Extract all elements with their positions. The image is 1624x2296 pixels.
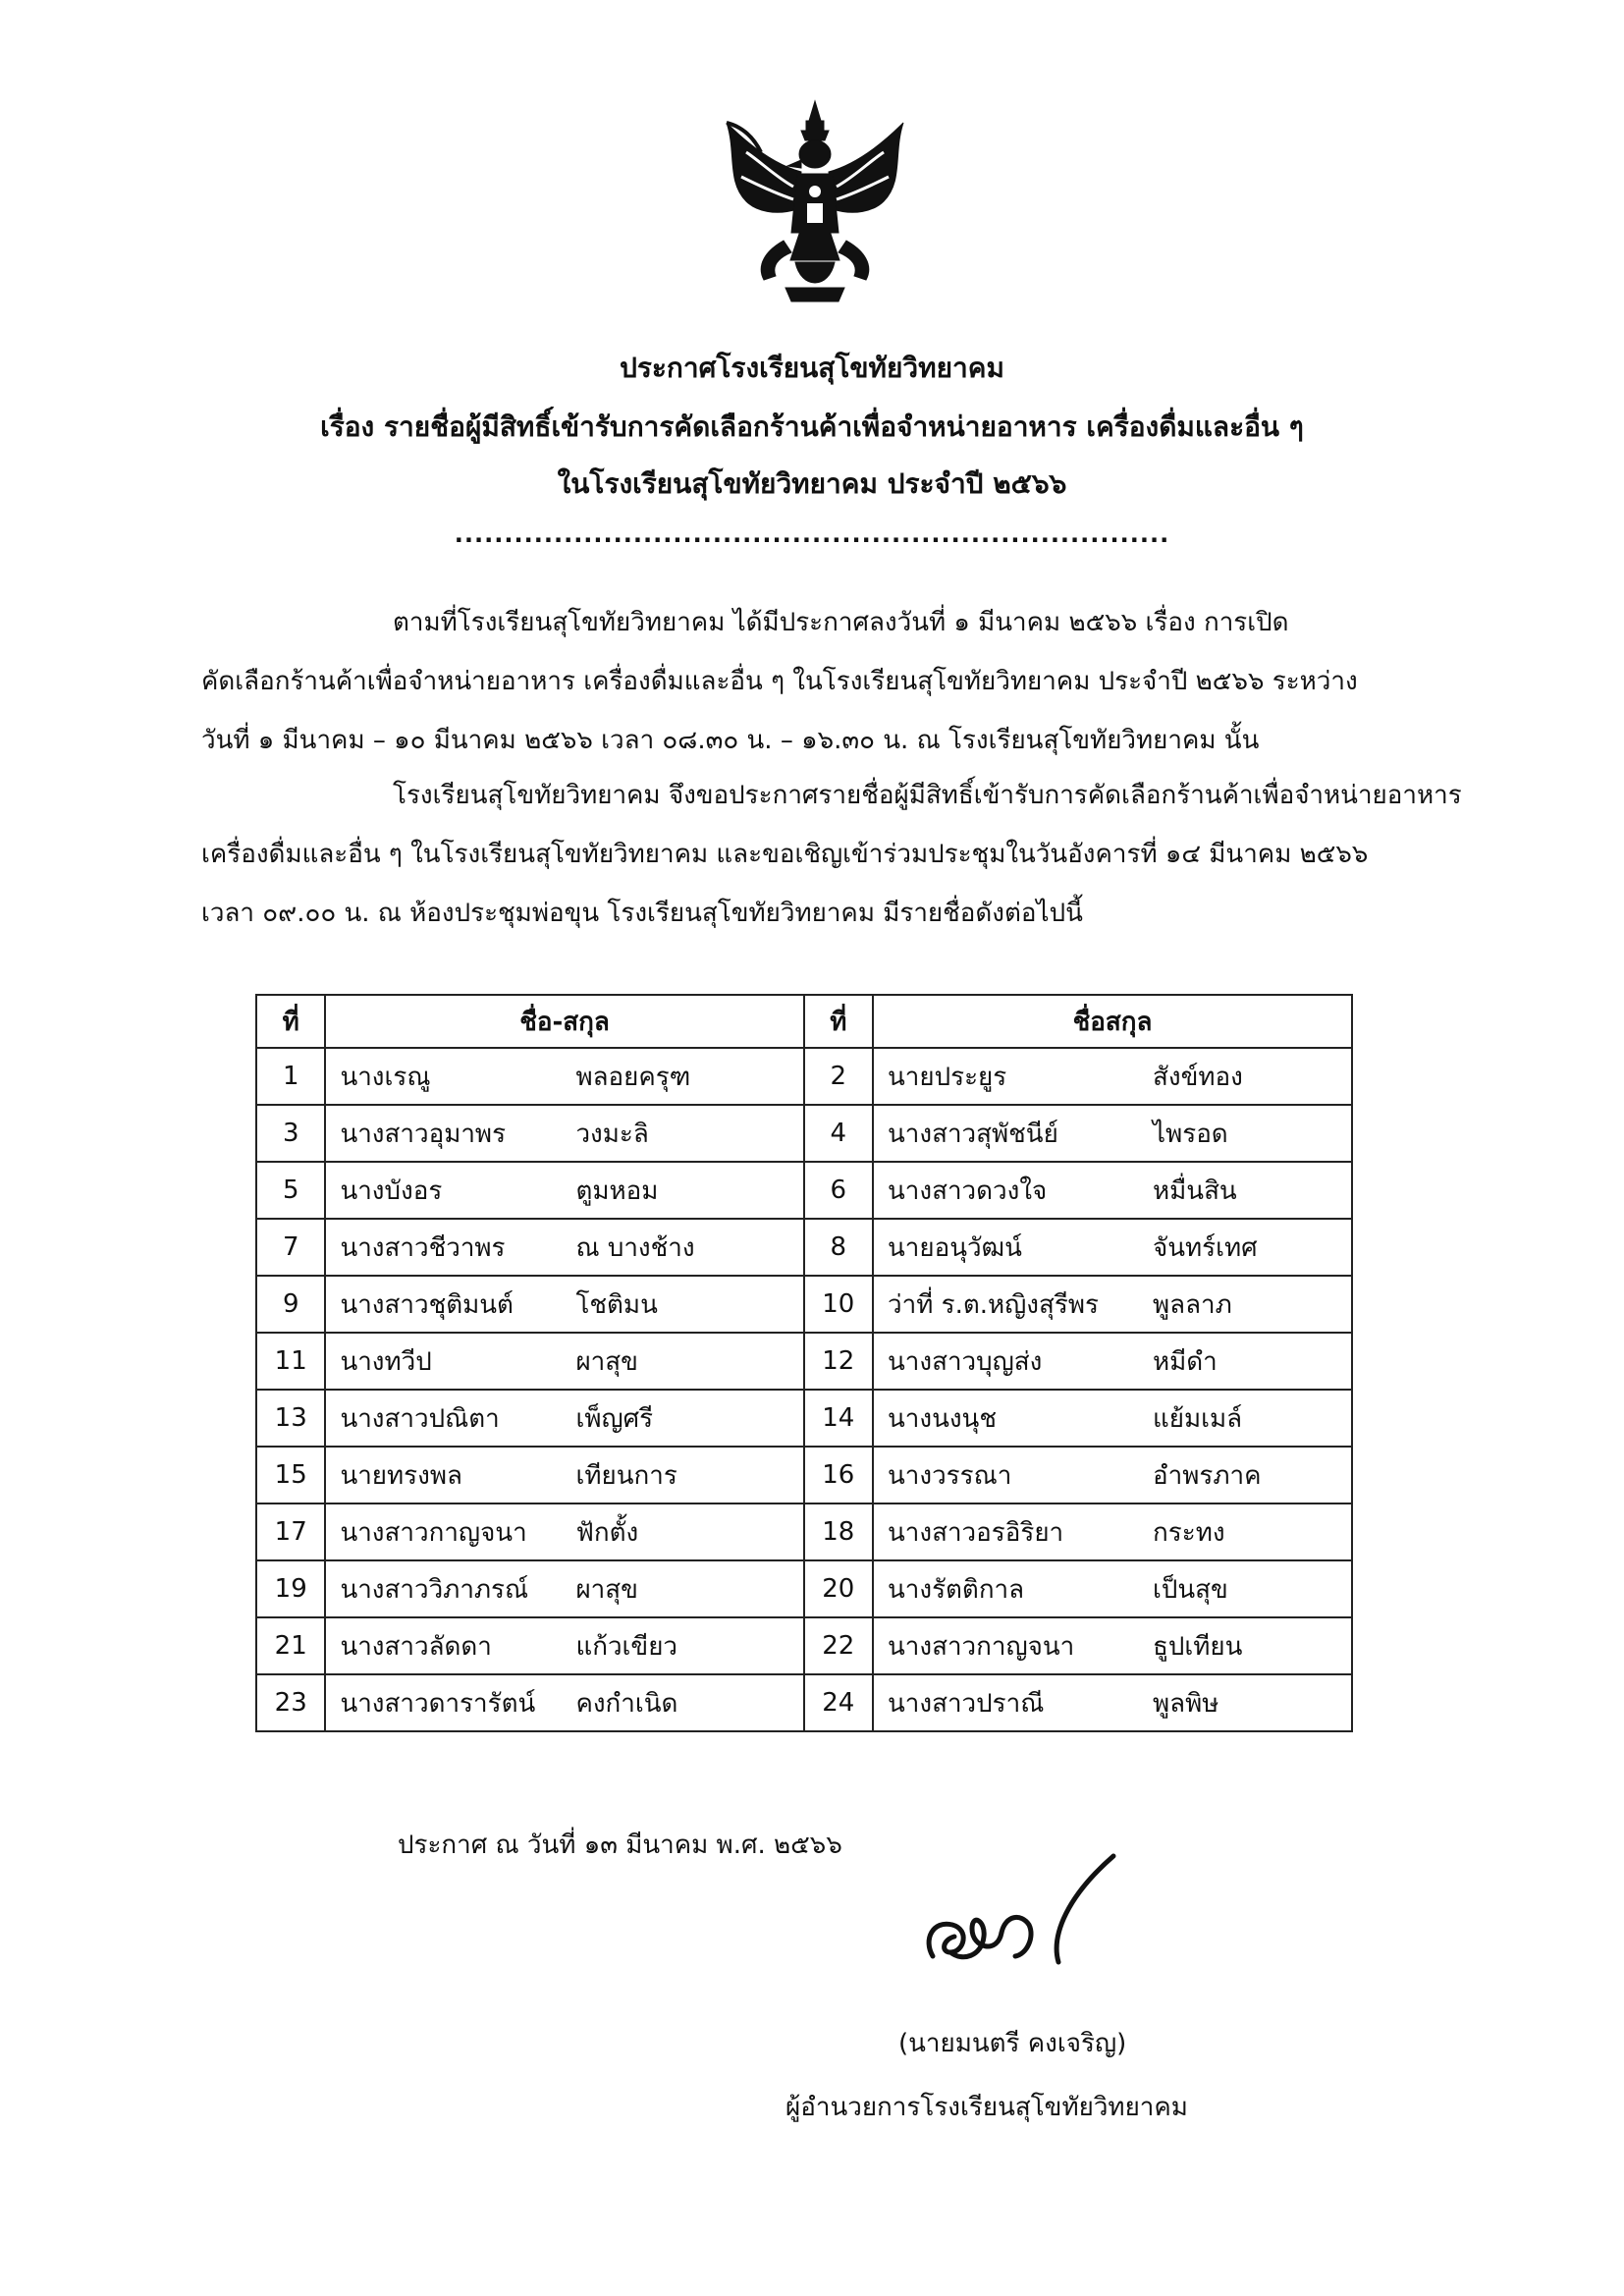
first-name: นางสาววิภาภรณ์ xyxy=(340,1574,529,1605)
table-body xyxy=(256,1048,1352,1731)
row-name-left xyxy=(325,1105,803,1162)
table-header-row xyxy=(256,995,1352,1048)
header-name-left: ชื่อ-สกุล xyxy=(325,995,803,1048)
last-name: เทียนการ xyxy=(575,1460,677,1491)
row-number-left: 1 xyxy=(256,1048,325,1105)
announcement-subject-line2: ในโรงเรียนสุโขทัยวิทยาคม ประจำปี ๒๕๖๖ xyxy=(557,467,1067,500)
last-name: ณ บางช้าง xyxy=(575,1232,695,1263)
full-name xyxy=(874,1512,1351,1553)
row-name-right xyxy=(873,1219,1352,1276)
last-name: พูลพิษ xyxy=(1153,1688,1219,1719)
full-name xyxy=(874,1683,1351,1723)
first-name: นางสาวอรอิริยา xyxy=(888,1517,1064,1548)
last-name: ผาสุข xyxy=(575,1574,638,1605)
full-name xyxy=(326,1057,802,1097)
paragraph-2 xyxy=(201,766,1462,943)
row-name-left xyxy=(325,1503,803,1560)
row-number-right: 20 xyxy=(804,1560,873,1617)
table-row xyxy=(256,1447,1352,1503)
table-row xyxy=(256,1162,1352,1219)
paragraph-1-line-3: วันที่ ๑ มีนาคม – ๑๐ มีนาคม ๒๕๖๖ เวลา ๐๘.๓๐ น. – ๑๖.๓๐ น. ณ โรงเรียนสุโขทัยวิทยาคม นั้น xyxy=(201,726,1260,755)
last-name: หมื่นสิน xyxy=(1153,1175,1237,1206)
table-row xyxy=(256,1390,1352,1447)
full-name xyxy=(874,1626,1351,1667)
last-name: เป็นสุข xyxy=(1153,1574,1228,1605)
row-name-left xyxy=(325,1219,803,1276)
first-name: นางสาวสุพัชนีย์ xyxy=(888,1119,1058,1149)
row-number-left: 5 xyxy=(256,1162,325,1219)
table-row xyxy=(256,1560,1352,1617)
paragraph-1-line-2: คัดเลือกร้านค้าเพื่อจำหน่ายอาหาร เครื่องดื่มและอื่น ๆ ในโรงเรียนสุโขทัยวิทยาคม ประจำปี ๒๕๖๖ ระหว่าง xyxy=(201,667,1358,696)
paragraph-2-line-3: เวลา ๐๙.๐๐ น. ณ ห้องประชุมพ่อขุน โรงเรียนสุโขทัยวิทยาคม มีรายชื่อดังต่อไปนี้ xyxy=(201,899,1083,928)
row-name-left xyxy=(325,1390,803,1447)
announcement-subject: เรื่อง รายชื่อผู้มีสิทธิ์เข้ารับการคัดเลือกร้านค้าเพื่อจำหน่ายอาหาร เครื่องดื่มและอื่น ๆ xyxy=(320,410,1304,443)
table-row xyxy=(256,1219,1352,1276)
row-number-right: 2 xyxy=(804,1048,873,1105)
full-name xyxy=(874,1171,1351,1211)
row-name-left xyxy=(325,1276,803,1333)
full-name xyxy=(326,1683,802,1723)
first-name: นางสาวกาญจนา xyxy=(340,1517,527,1548)
full-name xyxy=(326,1228,802,1268)
first-name: นางนงนุช xyxy=(888,1403,997,1434)
first-name: นางเรณู xyxy=(340,1062,431,1092)
eligible-vendors-table xyxy=(255,994,1353,1732)
row-name-left xyxy=(325,1162,803,1219)
first-name: นางบังอร xyxy=(340,1175,443,1206)
last-name: โชติมน xyxy=(575,1289,658,1320)
row-name-right xyxy=(873,1503,1352,1560)
row-name-left xyxy=(325,1447,803,1503)
last-name: จันทร์เทศ xyxy=(1153,1232,1258,1263)
row-name-left xyxy=(325,1617,803,1674)
full-name xyxy=(874,1228,1351,1268)
row-number-left: 19 xyxy=(256,1560,325,1617)
first-name: นางทวีป xyxy=(340,1346,432,1377)
full-name xyxy=(326,1341,802,1382)
row-number-left: 15 xyxy=(256,1447,325,1503)
full-name xyxy=(874,1341,1351,1382)
row-name-right xyxy=(873,1447,1352,1503)
last-name: แย้มเมล์ xyxy=(1153,1403,1243,1434)
full-name xyxy=(874,1285,1351,1325)
full-name xyxy=(874,1455,1351,1496)
full-name xyxy=(326,1455,802,1496)
full-name xyxy=(874,1114,1351,1154)
row-name-left xyxy=(325,1333,803,1390)
paragraph-2-line-2: เครื่องดื่มและอื่น ๆ ในโรงเรียนสุโขทัยวิทยาคม และขอเชิญเข้าร่วมประชุมในวันอังคารที่ ๑๔ มีนาคม ๒๕๖๖ xyxy=(201,840,1369,869)
full-name xyxy=(326,1512,802,1553)
row-number-left: 9 xyxy=(256,1276,325,1333)
first-name: นางสาวปณิตา xyxy=(340,1403,500,1434)
header-number-left: ที่ xyxy=(256,995,325,1048)
row-number-left: 13 xyxy=(256,1390,325,1447)
last-name: หมีดำ xyxy=(1153,1346,1218,1377)
row-name-right xyxy=(873,1276,1352,1333)
row-number-right: 14 xyxy=(804,1390,873,1447)
full-name xyxy=(326,1171,802,1211)
first-name: นายประยูร xyxy=(888,1062,1007,1092)
paragraph-2-line-1: โรงเรียนสุโขทัยวิทยาคม จึงขอประกาศรายชื่อผู้มีสิทธิ์เข้ารับการคัดเลือกร้านค้าเพื่อจำหน่ายอาหาร xyxy=(393,781,1462,810)
full-name xyxy=(874,1569,1351,1610)
last-name: พลอยครุฑ xyxy=(575,1062,691,1092)
table-row xyxy=(256,1503,1352,1560)
row-number-right: 12 xyxy=(804,1333,873,1390)
row-name-left xyxy=(325,1048,803,1105)
last-name: คงกำเนิด xyxy=(575,1688,678,1719)
paragraph-1 xyxy=(201,593,1448,770)
row-number-right: 24 xyxy=(804,1674,873,1731)
last-name: พูลลาภ xyxy=(1153,1289,1232,1320)
last-name: ฟักตั้ง xyxy=(575,1517,639,1548)
last-name: ผาสุข xyxy=(575,1346,638,1377)
last-name: อำพรภาค xyxy=(1153,1460,1262,1491)
last-name: ตูมหอม xyxy=(575,1175,659,1206)
row-number-left: 23 xyxy=(256,1674,325,1731)
row-name-right xyxy=(873,1390,1352,1447)
row-name-right xyxy=(873,1674,1352,1731)
first-name: นางวรรณา xyxy=(888,1460,1012,1491)
header-name-right: ชื่อสกุล xyxy=(873,995,1352,1048)
last-name: เพ็ญศรี xyxy=(575,1403,654,1434)
row-number-right: 4 xyxy=(804,1105,873,1162)
row-number-right: 18 xyxy=(804,1503,873,1560)
announcement-title: ประกาศโรงเรียนสุโขทัยวิทยาคม xyxy=(620,352,1004,384)
first-name: นางสาวชีวาพร xyxy=(340,1232,506,1263)
first-name: นางสาวอุมาพร xyxy=(340,1119,507,1149)
first-name: นางสาวดารารัตน์ xyxy=(340,1688,536,1719)
row-name-right xyxy=(873,1162,1352,1219)
row-number-left: 21 xyxy=(256,1617,325,1674)
first-name: นางสาวกาญจนา xyxy=(888,1631,1075,1662)
first-name: ว่าที่ ร.ต.หญิงสุรีพร xyxy=(888,1289,1099,1320)
full-name xyxy=(874,1398,1351,1439)
full-name xyxy=(874,1057,1351,1097)
announcement-date: ประกาศ ณ วันที่ ๑๓ มีนาคม พ.ศ. ๒๕๖๖ xyxy=(398,1831,842,1860)
signer-title: ผู้อำนวยการโรงเรียนสุโขทัยวิทยาคม xyxy=(785,2093,1188,2122)
last-name: ไพรอด xyxy=(1153,1119,1228,1149)
dotted-divider: ........................................................................ xyxy=(454,520,1170,548)
row-number-left: 11 xyxy=(256,1333,325,1390)
table-row xyxy=(256,1617,1352,1674)
last-name: สังข์ทอง xyxy=(1153,1062,1243,1092)
row-number-right: 6 xyxy=(804,1162,873,1219)
full-name xyxy=(326,1398,802,1439)
paragraph-1-line-1: ตามที่โรงเรียนสุโขทัยวิทยาคม ได้มีประกาศลงวันที่ ๑ มีนาคม ๒๕๖๖ เรื่อง การเปิด xyxy=(393,608,1289,637)
last-name: กระทง xyxy=(1153,1517,1225,1548)
first-name: นางสาวลัดดา xyxy=(340,1631,492,1662)
row-number-right: 16 xyxy=(804,1447,873,1503)
table-row xyxy=(256,1048,1352,1105)
last-name: วงมะลิ xyxy=(575,1119,649,1149)
row-number-left: 7 xyxy=(256,1219,325,1276)
row-name-right xyxy=(873,1560,1352,1617)
garuda-emblem-icon xyxy=(707,93,923,319)
row-number-right: 10 xyxy=(804,1276,873,1333)
row-name-right xyxy=(873,1617,1352,1674)
row-name-right xyxy=(873,1105,1352,1162)
row-number-left: 3 xyxy=(256,1105,325,1162)
first-name: นางรัตติกาล xyxy=(888,1574,1025,1605)
first-name: นายอนุวัฒน์ xyxy=(888,1232,1022,1263)
table-row xyxy=(256,1333,1352,1390)
row-number-left: 17 xyxy=(256,1503,325,1560)
full-name xyxy=(326,1569,802,1610)
table-row xyxy=(256,1105,1352,1162)
last-name: แก้วเขียว xyxy=(575,1631,678,1662)
table-row xyxy=(256,1674,1352,1731)
row-name-left xyxy=(325,1560,803,1617)
signature-icon xyxy=(903,1846,1159,1994)
first-name: นายทรงพล xyxy=(340,1460,462,1491)
signer-name: (นายมนตรี คงเจริญ) xyxy=(898,2029,1127,2058)
first-name: นางสาวดวงใจ xyxy=(888,1175,1048,1206)
first-name: นางสาวบุญส่ง xyxy=(888,1346,1043,1377)
full-name xyxy=(326,1114,802,1154)
row-name-right xyxy=(873,1048,1352,1105)
first-name: นางสาวปราณี xyxy=(888,1688,1045,1719)
row-name-right xyxy=(873,1333,1352,1390)
first-name: นางสาวชุติมนต์ xyxy=(340,1289,514,1320)
row-number-right: 8 xyxy=(804,1219,873,1276)
full-name xyxy=(326,1285,802,1325)
row-number-right: 22 xyxy=(804,1617,873,1674)
table-row xyxy=(256,1276,1352,1333)
full-name xyxy=(326,1626,802,1667)
last-name: ธูปเทียน xyxy=(1153,1631,1243,1662)
header-number-right: ที่ xyxy=(804,995,873,1048)
row-name-left xyxy=(325,1674,803,1731)
